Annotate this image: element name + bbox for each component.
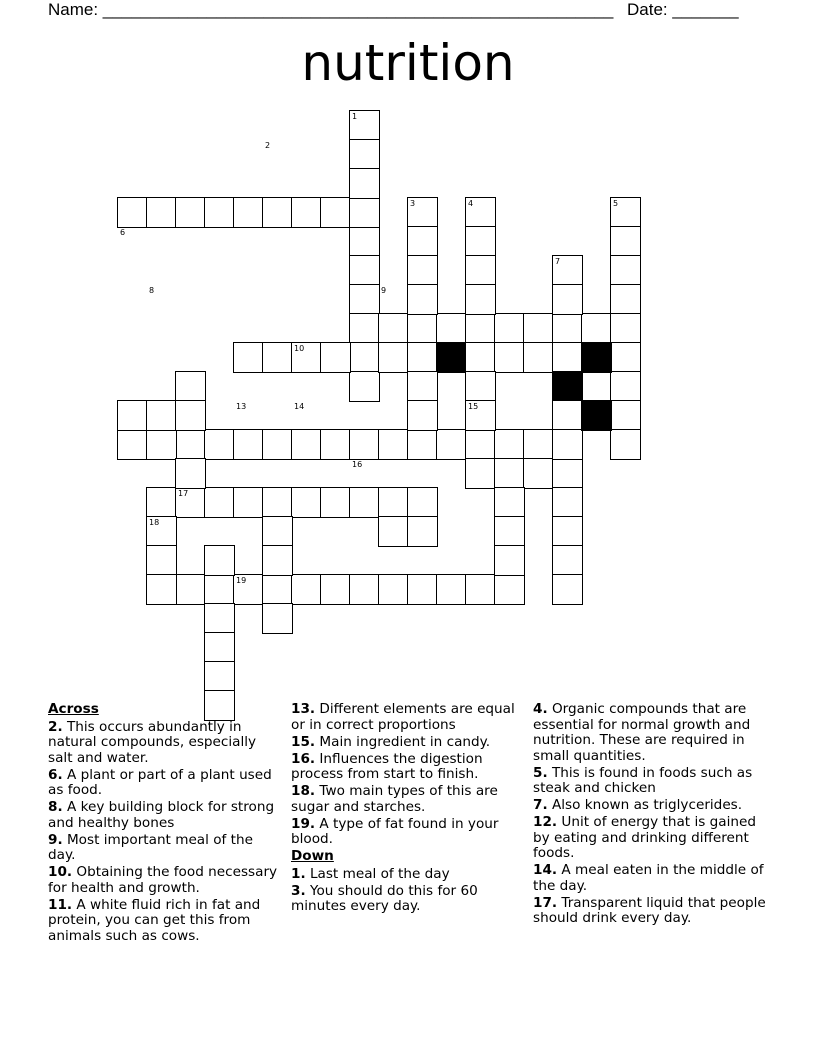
grid-cell[interactable] [581,313,612,344]
grid-cell[interactable] [349,342,380,373]
grid-cell[interactable] [552,429,583,460]
clue-text: Most important meal of the day. [48,831,253,863]
date-line: Date: _______ [627,0,739,19]
grid-cell[interactable] [146,574,177,605]
down-clue-list-continued [533,702,768,927]
grid-cell[interactable] [175,371,206,402]
grid-cell[interactable] [378,574,409,605]
grid-cell[interactable] [407,284,438,315]
clue-item [48,800,280,831]
grid-cell[interactable] [349,574,380,605]
grid-cell[interactable] [175,574,206,605]
clue-item [533,896,768,927]
grid-cell[interactable] [407,487,438,518]
grid-cell[interactable] [262,545,293,576]
clue-text: A plant or part of a plant used as food. [48,766,272,798]
name-line: Name: ______________________________________________________ [48,0,614,19]
grid-cell[interactable] [494,516,525,547]
down-clue-list [291,867,516,915]
grid-cell[interactable] [407,429,438,460]
clue-item [533,815,768,862]
clue-item [48,898,280,945]
grid-cell[interactable] [291,487,322,518]
grid-cell[interactable] [407,400,438,431]
clue-item [533,863,768,894]
clue-text: A white fluid rich in fat and protein, you can get this from animals such as cows. [48,896,261,944]
clue-item [291,735,516,751]
grid-cell[interactable] [552,574,583,605]
grid-cell[interactable] [262,342,293,373]
grid-cell[interactable] [146,197,177,228]
clue-number: 10. [48,864,73,880]
grid-cell[interactable] [146,429,177,460]
clue-text: A type of fat found in your blood. [291,815,499,847]
clue-item [48,720,280,767]
clue-number-4: 4 [468,199,474,208]
grid-cell[interactable] [146,545,177,576]
grid-cell[interactable] [349,313,380,344]
across-clue-list [48,720,280,945]
grid-cell[interactable] [320,574,351,605]
grid-cell[interactable] [262,574,293,605]
grid-cell[interactable] [291,429,322,460]
clue-text: A meal eaten in the middle of the day. [533,862,764,894]
grid-cell[interactable] [291,574,322,605]
clues-column-3 [533,702,768,928]
grid-cell[interactable] [262,429,293,460]
grid-cell[interactable] [349,255,380,286]
clue-number: 5. [533,764,548,781]
clue-item [533,798,768,814]
clue-text: This occurs abundantly in natural compounds, especially salt and water. [48,718,257,766]
clue-number: 11. [48,896,73,913]
grid-cell[interactable] [146,400,177,431]
grid-cell[interactable] [146,487,177,518]
clue-number-3: 3 [410,199,416,208]
grid-cell[interactable] [175,400,206,431]
grid-cell[interactable] [204,429,235,460]
clue-number-5: 5 [613,199,619,208]
grid-cell[interactable] [465,255,496,286]
across-clue-list-continued [291,702,516,848]
clues-column-2 [291,702,516,916]
clue-number: 17. [533,894,558,911]
grid-cell[interactable] [552,400,583,431]
grid-cell[interactable] [610,429,641,460]
page-title: nutrition [301,34,515,92]
grid-cell[interactable] [407,371,438,402]
grid-cell[interactable] [233,487,264,518]
grid-cell[interactable] [465,284,496,315]
clue-item [533,702,768,764]
clue-item [533,766,768,797]
clue-text: You should do this for 60 minutes every day. [291,882,478,914]
grid-cell[interactable] [175,197,206,228]
grid-cell[interactable] [465,313,496,344]
grid-cell[interactable] [175,429,206,460]
grid-cell[interactable] [494,574,525,605]
grid-cell[interactable] [262,487,293,518]
grid-cell[interactable] [552,516,583,547]
grid-cell[interactable] [233,429,264,460]
clue-number: 16. [291,750,316,767]
clue-text: Last meal of the day [305,865,450,882]
clue-item [48,865,280,896]
grid-cell[interactable] [494,545,525,576]
clue-text: Main ingredient in candy. [315,733,491,750]
grid-cell[interactable] [494,342,525,373]
clue-number: 14. [533,862,558,878]
clue-number: 19. [291,815,316,832]
grid-cell[interactable] [349,284,380,315]
clue-text: Organic compounds that are essential for normal growth and nutrition. These are required in small quantities. [533,701,751,764]
grid-cell[interactable] [465,429,496,460]
grid-cell[interactable] [523,342,554,373]
clue-number-17: 17 [178,489,189,498]
clue-item [48,833,280,864]
clue-number-15: 15 [468,402,479,411]
clues-column-1 [48,702,280,946]
grid-cell[interactable] [320,487,351,518]
down-heading: Down [291,848,334,864]
clue-number: 1. [291,865,306,882]
grid-cell[interactable] [465,226,496,257]
grid-cell[interactable] [610,371,641,402]
grid-cell[interactable] [117,400,148,431]
clue-number-9: 9 [381,286,387,295]
grid-cell[interactable] [349,487,380,518]
clue-text: Transparent liquid that people should drink every day. [533,894,766,926]
grid-cell[interactable] [552,284,583,315]
clue-item [291,784,516,815]
grid-cell[interactable] [523,429,554,460]
clue-number: 2. [48,718,63,735]
grid-cell[interactable] [552,487,583,518]
grid-cell[interactable] [320,429,351,460]
grid-cell[interactable] [465,574,496,605]
grid-cell[interactable] [349,168,380,199]
grid-cell[interactable] [407,574,438,605]
grid-cell[interactable] [204,197,235,228]
grid-cell[interactable] [233,342,264,373]
clue-number-2: 2 [265,141,271,150]
grid-cell[interactable] [291,197,322,228]
grid-cell[interactable] [204,603,235,634]
grid-cell[interactable] [349,429,380,460]
clue-number: 18. [291,783,316,799]
grid-cell[interactable] [349,226,380,257]
clue-number: 12. [533,814,558,830]
across-heading: Across [48,701,99,717]
clue-text: Influences the digestion process from start to finish. [291,750,483,782]
clue-number: 7. [533,797,548,813]
grid-cell[interactable] [494,458,525,489]
clue-number: 4. [533,701,548,717]
grid-cell[interactable] [407,342,438,373]
grid-cell[interactable] [465,458,496,489]
grid-cell[interactable] [407,516,438,547]
grid-cell[interactable] [378,313,409,344]
grid-cell[interactable] [117,197,148,228]
clue-number-18: 18 [149,518,160,527]
grid-cell[interactable] [436,574,467,605]
clue-number: 15. [291,733,316,750]
grid-cell[interactable] [465,342,496,373]
grid-cell[interactable] [407,313,438,344]
grid-cell[interactable] [610,284,641,315]
clue-number-11: 11 [584,344,595,353]
clue-text: Different elements are equal or in correct proportions [291,701,515,733]
clue-number-7: 7 [555,257,561,266]
grid-cell[interactable] [436,313,467,344]
grid-cell[interactable] [407,255,438,286]
clue-number-8: 8 [149,286,155,295]
clue-item [291,884,516,915]
grid-cell[interactable] [610,255,641,286]
black-cell [581,400,612,431]
grid-cell[interactable] [378,429,409,460]
grid-cell[interactable] [320,197,351,228]
grid-cell[interactable] [320,342,351,373]
clue-text: Two main types of this are sugar and starches. [291,783,498,815]
grid-cell[interactable] [175,458,206,489]
grid-cell[interactable] [552,458,583,489]
grid-cell[interactable] [204,661,235,692]
grid-cell[interactable] [494,429,525,460]
clue-item [291,702,516,733]
grid-cell[interactable] [494,313,525,344]
clue-number-12: 12 [555,373,566,382]
clue-item [291,752,516,783]
grid-cell[interactable] [262,603,293,634]
clue-number-1: 1 [352,112,358,121]
clue-text: Unit of energy that is gained by eating and drinking different foods. [533,814,756,861]
grid-cell[interactable] [378,516,409,547]
grid-cell[interactable] [552,342,583,373]
clue-text: Obtaining the food necessary for health and growth. [48,864,278,896]
clue-item [48,768,280,799]
clue-number-16: 16 [352,460,363,469]
clue-number-19: 19 [236,576,247,585]
clue-number-13: 13 [236,402,247,411]
clue-number: 9. [48,831,63,848]
grid-cell[interactable] [204,632,235,663]
grid-cell[interactable] [233,197,264,228]
clue-text: A key building block for strong and healthy bones [48,799,275,831]
grid-cell[interactable] [378,487,409,518]
grid-cell[interactable] [262,197,293,228]
clue-number-14: 14 [294,402,305,411]
grid-cell[interactable] [349,139,380,170]
grid-cell[interactable] [610,400,641,431]
grid-cell[interactable] [204,574,235,605]
clue-number: 8. [48,799,63,815]
grid-cell[interactable] [204,545,235,576]
clue-item [291,867,516,883]
grid-cell[interactable] [494,487,525,518]
grid-cell[interactable] [378,342,409,373]
clue-number: 6. [48,766,63,783]
grid-cell[interactable] [436,429,467,460]
black-cell [436,342,467,373]
clue-text: This is found in foods such as steak and chicken [533,764,753,796]
grid-cell[interactable] [465,371,496,402]
clue-number-6: 6 [120,228,126,237]
grid-cell[interactable] [552,545,583,576]
grid-cell[interactable] [523,313,554,344]
grid-cell[interactable] [610,313,641,344]
grid-cell[interactable] [523,458,554,489]
clue-item [291,817,516,848]
grid-cell[interactable] [204,487,235,518]
grid-cell[interactable] [610,342,641,373]
grid-cell[interactable] [262,516,293,547]
clue-number: 13. [291,701,316,717]
grid-cell[interactable] [349,371,380,402]
grid-cell[interactable] [552,313,583,344]
grid-cell[interactable] [117,429,148,460]
clue-number: 3. [291,882,306,899]
clue-text: Also known as triglycerides. [547,797,743,813]
grid-cell[interactable] [610,226,641,257]
grid-cell[interactable] [407,226,438,257]
clue-number-10: 10 [294,344,305,353]
grid-cell[interactable] [349,197,380,228]
